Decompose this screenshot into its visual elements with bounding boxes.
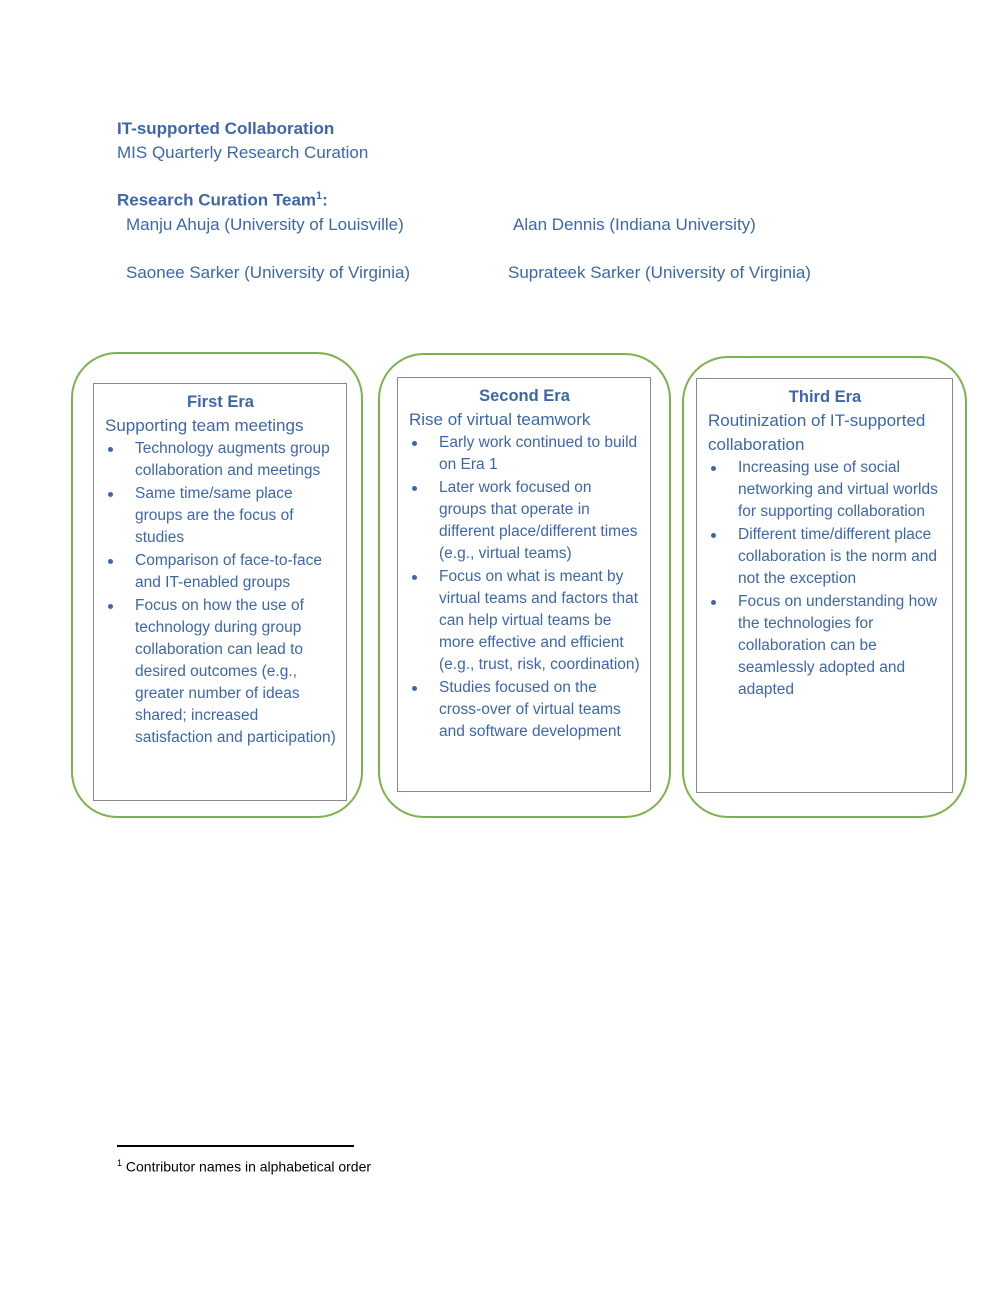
bullet-icon <box>108 492 113 497</box>
bullet-icon <box>412 486 417 491</box>
era-bullet-text: Technology augments group collaboration and meetings <box>135 440 330 479</box>
era-bullet <box>708 457 942 523</box>
footnote-text: Contributor names in alphabetical order <box>125 1158 372 1175</box>
era-bullet-list <box>105 438 336 749</box>
era-bullet-text: Early work continued to build on Era 1 <box>439 434 638 473</box>
footnote <box>117 1158 371 1175</box>
era-title: Second Era <box>479 387 570 405</box>
footnote-separator <box>117 1145 354 1147</box>
team-heading-colon: : <box>322 190 328 210</box>
era-bullet-text: Increasing use of social networking and virtual worlds for supporting collaboration <box>738 459 938 520</box>
team-heading <box>117 190 328 211</box>
era-bullet <box>409 677 640 743</box>
era-bullet <box>708 524 942 590</box>
bullet-icon <box>412 441 417 446</box>
footnote-reference: 1 <box>316 190 323 202</box>
era-subtitle: Supporting team meetings <box>105 416 304 435</box>
era-bullet <box>409 477 640 565</box>
era-card-first <box>93 383 347 801</box>
era-subtitle: Routinization of IT-supported collaboration <box>708 411 926 454</box>
document-subtitle: MIS Quarterly Research Curation <box>117 143 369 162</box>
era-bullet <box>708 591 942 701</box>
era-bullet <box>105 438 336 482</box>
era-card-second <box>397 377 651 792</box>
bullet-icon <box>711 533 716 538</box>
bullet-icon <box>108 604 113 609</box>
footnote-marker: 1 <box>117 1158 123 1168</box>
bullet-icon <box>412 686 417 691</box>
era-bullet-list <box>409 432 640 743</box>
bullet-icon <box>108 447 113 452</box>
era-bullet-text: Same time/same place groups are the focus of studies <box>135 485 294 546</box>
era-bullet-list <box>708 457 942 701</box>
era-bullet <box>105 483 336 549</box>
team-member: Saonee Sarker (University of Virginia) <box>126 263 411 282</box>
bullet-icon <box>412 575 417 580</box>
era-card-third <box>696 378 953 793</box>
document-title: IT-supported Collaboration <box>117 119 335 138</box>
team-member: Manju Ahuja (University of Louisville) <box>126 215 404 234</box>
era-subtitle: Rise of virtual teamwork <box>409 410 591 429</box>
era-bullet <box>105 550 336 594</box>
era-bullet-text: Different time/different place collaboration is the norm and not the exception <box>738 526 938 587</box>
bullet-icon <box>711 466 716 471</box>
era-bullet-text: Later work focused on groups that operate in different place/different times (e.g., virtual teams) <box>439 479 638 562</box>
era-bullet-text: Comparison of face-to-face and IT-enabled groups <box>135 552 322 591</box>
era-title: First Era <box>187 393 254 411</box>
bullet-icon <box>711 600 716 605</box>
bullet-icon <box>108 559 113 564</box>
team-member: Suprateek Sarker (University of Virginia) <box>508 263 811 282</box>
era-bullet-text: Studies focused on the cross-over of virtual teams and software development <box>439 679 621 740</box>
era-bullet <box>409 566 640 676</box>
era-bullet <box>409 432 640 476</box>
era-bullet-text: Focus on how the use of technology during group collaboration can lead to desired outcomes (e.g., greater number of ideas shared; increased satisfaction and participation) <box>135 597 336 746</box>
era-bullet-text: Focus on what is meant by virtual teams and factors that can help virtual teams be more effective and efficient (e.g., trust, risk, coordination) <box>439 568 640 673</box>
era-bullet-text: Focus on understanding how the technologies for collaboration can be seamlessly adopted and adapted <box>738 593 938 698</box>
era-bullet <box>105 595 336 749</box>
era-title: Third Era <box>788 388 862 406</box>
team-member: Alan Dennis (Indiana University) <box>513 215 756 234</box>
team-heading-text: Research Curation Team <box>117 190 317 210</box>
